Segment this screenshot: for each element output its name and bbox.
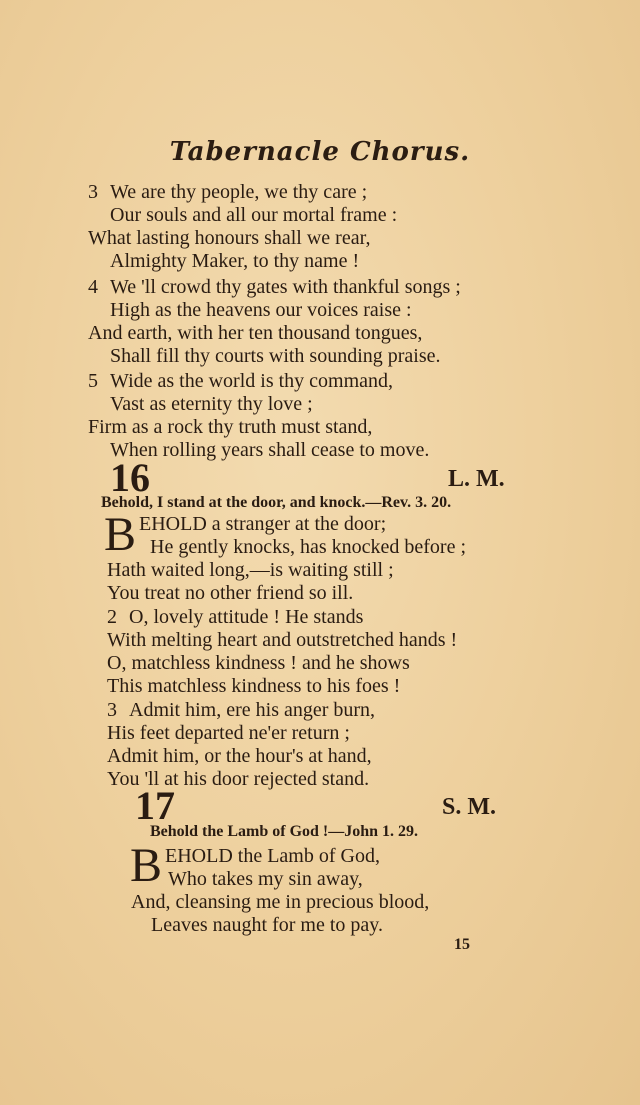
verse-line: When rolling years shall cease to move. (110, 439, 430, 461)
hymn-number: 16 (110, 455, 150, 500)
verse-line: Shall fill thy courts with sounding praise. (110, 345, 441, 367)
verse-line: Almighty Maker, to thy name ! (110, 250, 360, 272)
verse-line: You 'll at his door rejected stand. (107, 768, 370, 790)
verse-line: We 'll crowd thy gates with thankful songs ; (110, 276, 461, 298)
verse-line: Vast as eternity thy love ; (110, 393, 313, 415)
verse-line: He gently knocks, has knocked before ; (150, 536, 467, 558)
verse-number: 4 (88, 276, 98, 298)
verse-line: With melting heart and outstretched hands ! (107, 629, 458, 651)
verse-line: O, lovely attitude ! He stands (129, 606, 364, 628)
verse-line: We are thy people, we thy care ; (110, 181, 368, 203)
verse-number: 5 (88, 370, 98, 392)
verse-line: Admit him, or the hour's at hand, (107, 745, 372, 767)
scripture-reference: Behold the Lamb of God !—John 1. 29. (150, 823, 419, 840)
verse-line: And, cleansing me in precious blood, (131, 891, 430, 913)
verse-line: O, matchless kindness ! and he shows (107, 652, 410, 674)
hymn-meter: L. M. (448, 466, 505, 492)
verse-line: High as the heavens our voices raise : (110, 299, 412, 321)
scripture-reference: Behold, I stand at the door, and knock.—Rev. 3. 20. (101, 494, 452, 511)
verse-line: Who takes my sin away, (168, 868, 363, 890)
verse-line: EHOLD the Lamb of God, (165, 845, 380, 867)
page-number: 15 (454, 936, 470, 953)
verse-number: 2 (107, 606, 117, 628)
page-header-title: Tabernacle Chorus. (169, 137, 471, 167)
verse-line: His feet departed ne'er return ; (107, 722, 350, 744)
verse-line: Hath waited long,—is waiting still ; (107, 559, 394, 581)
verse-line: Admit him, ere his anger burn, (129, 699, 376, 721)
drop-cap: B (130, 839, 163, 892)
verse-number: 3 (88, 181, 98, 203)
verse-line: EHOLD a stranger at the door; (139, 513, 387, 535)
hymn-number: 17 (135, 783, 175, 828)
verse-line: What lasting honours shall we rear, (88, 227, 371, 249)
verse-line: You treat no other friend so ill. (107, 582, 354, 604)
verse-line: And earth, with her ten thousand tongues, (88, 322, 423, 344)
verse-line: Wide as the world is thy command, (110, 370, 394, 392)
verse-line: Our souls and all our mortal frame : (110, 204, 398, 226)
verse-line: This matchless kindness to his foes ! (107, 675, 401, 697)
verse-line: Leaves naught for me to pay. (151, 914, 383, 936)
verse-line: Firm as a rock thy truth must stand, (88, 416, 373, 438)
verse-number: 3 (107, 699, 117, 721)
hymn-meter: S. M. (442, 794, 496, 820)
drop-cap: B (104, 508, 137, 561)
